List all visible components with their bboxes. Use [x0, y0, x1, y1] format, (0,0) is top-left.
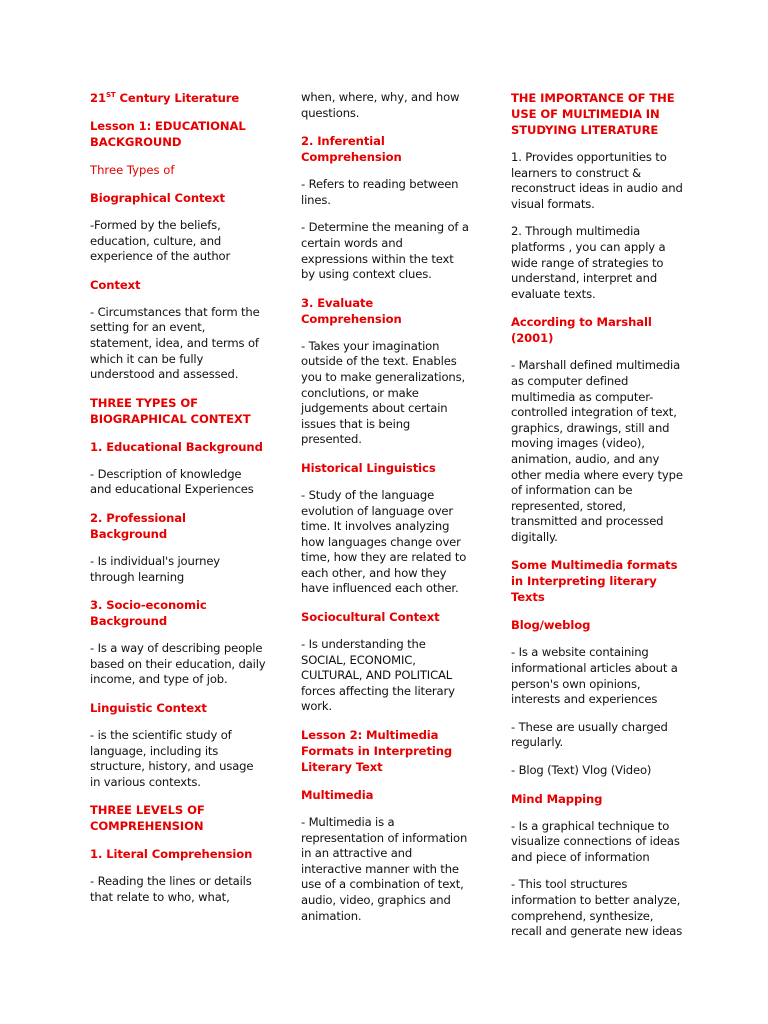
column-2: [301, 90, 469, 936]
professional-background-heading: 2. Professional Background: [90, 510, 186, 541]
socio-economic-heading: 3. Socio-economic Background: [90, 598, 207, 629]
multimedia-heading: Multimedia: [301, 788, 374, 803]
blog-heading: Blog/weblog: [511, 618, 591, 633]
lesson1-heading: Lesson 1: EDUCATIONAL BACKGROUND: [90, 119, 246, 149]
three-types-heading: THREE TYPES OF BIOGRAPHICAL CONTEXT: [90, 395, 251, 426]
multimedia-formats-heading: Some Multimedia formats in Interpreting literary Texts: [511, 558, 678, 605]
importance-point-1: 1. Provides opportunities to learners to construct & reconstruct ideas in audio and visual formats.: [511, 150, 683, 211]
comprehension-levels-heading: THREE LEVELS OF COMPREHENSION: [90, 803, 205, 834]
biographical-context-text: -Formed by the beliefs, education, culture, and experience of the author: [90, 218, 231, 264]
mind-mapping-text-1: - Is a graphical technique to visualize connections of ideas and piece of information: [511, 818, 680, 864]
educational-background-text: - Description of knowledge and educational Experiences: [90, 466, 254, 497]
literal-comprehension-heading: 1. Literal Comprehension: [90, 847, 253, 862]
mind-mapping-text-2: - This tool structures information to better analyze, comprehend, synthesize, recall and generate new ideas: [511, 877, 683, 939]
blog-text-3: - Blog (Text) Vlog (Video): [511, 763, 652, 778]
blog-text-2: - These are usually charged regularly.: [511, 719, 668, 750]
blog-text-1: - Is a website containing informational articles about a person's own opinions, interests and experiences: [511, 645, 678, 707]
inferential-comprehension-heading: 2. Inferential Comprehension: [301, 134, 402, 165]
column-3: [511, 90, 683, 952]
column-1: [90, 90, 266, 917]
biographical-context-heading: Biographical Context: [90, 191, 226, 205]
lesson2-heading: Lesson 2: Multimedia Formats in Interpreting Literary Text: [301, 728, 453, 775]
mind-mapping-heading: Mind Mapping: [511, 791, 603, 806]
linguistic-context-heading: Linguistic Context: [90, 700, 207, 715]
document-title: 21ST Century Literature: [90, 91, 240, 105]
importance-point-2: 2. Through multimedia platforms , you can apply a wide range of strategies to understand, interpret and evaluate texts.: [511, 224, 666, 301]
inferential-comprehension-text-1: - Refers to reading between lines.: [301, 177, 459, 207]
evaluate-comprehension-heading: 3. Evaluate Comprehension: [301, 295, 402, 326]
multimedia-text: - Multimedia is a representation of information in an attractive and interactive manner with the use of a combination of text, audio, video, graphics and animation.: [301, 815, 468, 923]
sociocultural-context-text: - Is understanding the SOCIAL, ECONOMIC, CULTURAL, AND POLITICAL forces affecting the literary work.: [301, 637, 455, 714]
context-heading: Context: [90, 277, 141, 292]
historical-linguistics-heading: Historical Linguistics: [301, 460, 436, 475]
three-types-of-label: Three Types of: [90, 163, 175, 177]
sociocultural-context-heading: Sociocultural Context: [301, 610, 440, 625]
evaluate-comprehension-text: - Takes your imagination outside of the text. Enables you to make generalizations, conclutions, or make judgements about certain issues that is being presented.: [301, 338, 466, 447]
educational-background-heading: 1. Educational Background: [90, 439, 263, 454]
literal-comprehension-text: - Reading the lines or details that relate to who, what,: [90, 874, 252, 904]
marshall-text: - Marshall defined multimedia as computer defined multimedia as computer-controlled integration of text, graphics, drawings, still and moving images (video), animation, audio, and any other media where every type of information can be represented, stored, transmitted and processed digitally.: [511, 358, 683, 544]
importance-heading: THE IMPORTANCE OF THE USE OF MULTIMEDIA IN STUDYING LITERATURE: [511, 91, 675, 137]
inferential-comprehension-text-2: - Determine the meaning of a certain words and expressions within the text by using context clues.: [301, 220, 469, 282]
context-text: - Circumstances that form the setting for an event, statement, idea, and terms of which it can be fully understood and assessed.: [90, 304, 260, 382]
marshall-heading: According to Marshall (2001): [511, 315, 652, 346]
linguistic-context-text: - is the scientific study of language, including its structure, history, and usage in various contexts.: [90, 727, 254, 789]
socio-economic-text: - Is a way of describing people based on their education, daily income, and type of job.: [90, 641, 266, 687]
professional-background-text: - Is individual's journey through learning: [90, 553, 221, 584]
historical-linguistics-text: - Study of the language evolution of language over time. It involves analyzing how languages change over time, how they are related to each other, and how they have influenced each other.: [301, 487, 467, 596]
literal-comprehension-continued: when, where, why, and how questions.: [301, 90, 460, 120]
